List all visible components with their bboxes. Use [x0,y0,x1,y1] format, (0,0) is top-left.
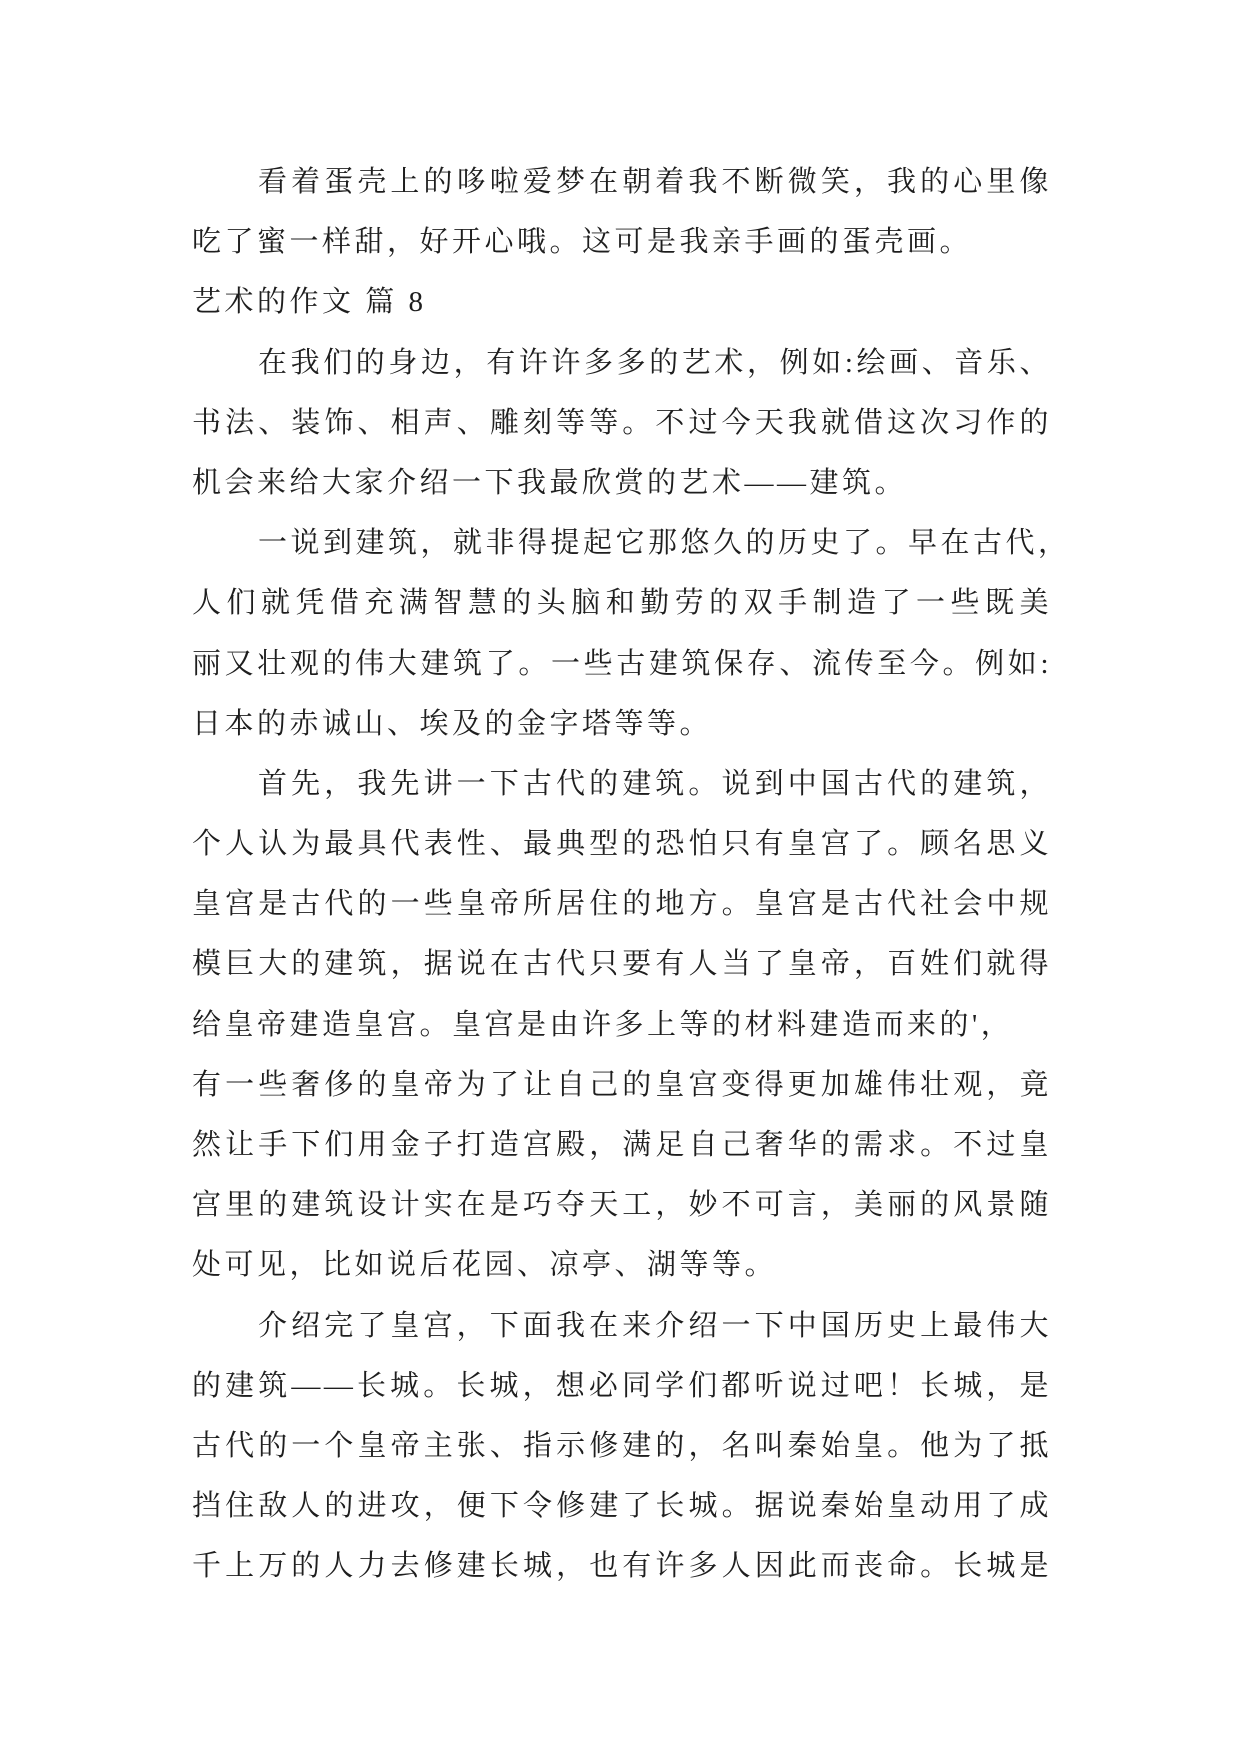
text-line: 古代的一个皇帝主张、指示修建的，名叫秦始皇。他为了抵 [192,1429,1052,1462]
paragraph [192,513,1071,754]
document-body [192,152,1071,1597]
paragraph [192,1296,1052,1597]
text-line: 介绍完了皇宫，下面我在来介绍一下中国历史上最伟大 [258,1309,1052,1342]
text-line: 处可见，比如说后花园、凉亭、湖等等。 [192,1249,778,1282]
section-heading: 艺术的作文 篇 8 [192,286,427,319]
text-line: 千上万的人力去修建长城，也有许多人因此而丧命。长城是 [192,1550,1052,1583]
text-line: 丽又壮观的伟大建筑了。一些古建筑保存、流传至今。例如: [192,647,1052,680]
text-line: 给皇帝建造皇宫。皇宫是由许多上等的材料建造而来的'， [192,1008,1014,1041]
text-line: 模巨大的建筑，据说在古代只要有人当了皇帝，百姓们就得 [192,948,1052,981]
text-line: 日本的赤诚山、埃及的金字塔等等。 [192,707,713,740]
text-line: 看着蛋壳上的哆啦爱梦在朝着我不断微笑，我的心里像 [258,166,1052,198]
text-line: 一说到建筑，就非得提起它那悠久的历史了。早在古代， [258,527,1071,560]
paragraph [192,333,1052,514]
text-line: 在我们的身边，有许许多多的艺术，例如:绘画、音乐、 [258,346,1052,379]
text-line: 有一些奢侈的皇帝为了让自己的皇宫变得更加雄伟壮观，竟 [192,1068,1052,1101]
text-line: 人们就凭借充满智慧的头脑和勤劳的双手制造了一些既美 [192,587,1052,620]
text-line: 皇宫是古代的一些皇帝所居住的地方。皇宫是古代社会中规 [192,888,1052,921]
text-line: 书法、装饰、相声、雕刻等等。不过今天我就借这次习作的 [192,406,1052,439]
text-line: 机会来给大家介绍一下我最欣赏的艺术——建筑。 [192,466,908,499]
text-line: 吃了蜜一样甜，好开心哦。这可是我亲手画的蛋壳画。 [192,226,973,259]
paragraph [192,152,1052,272]
text-line: 首先，我先讲一下古代的建筑。说到中国古代的建筑， [258,767,1052,800]
text-line: 挡住敌人的进攻，便下令修建了长城。据说秦始皇动用了成 [192,1490,1052,1523]
text-line: 然让手下们用金子打造宫殿，满足自己奢华的需求。不过皇 [192,1129,1052,1161]
text-line: 个人认为最具代表性、最典型的恐怕只有皇宫了。顾名思义 [192,828,1052,861]
text-line: 宫里的建筑设计实在是巧夺天工，妙不可言，美丽的风景随 [192,1189,1052,1222]
text-line: 的建筑——长城。长城，想必同学们都听说过吧！长城，是 [192,1369,1052,1402]
paragraph [192,754,1052,1296]
